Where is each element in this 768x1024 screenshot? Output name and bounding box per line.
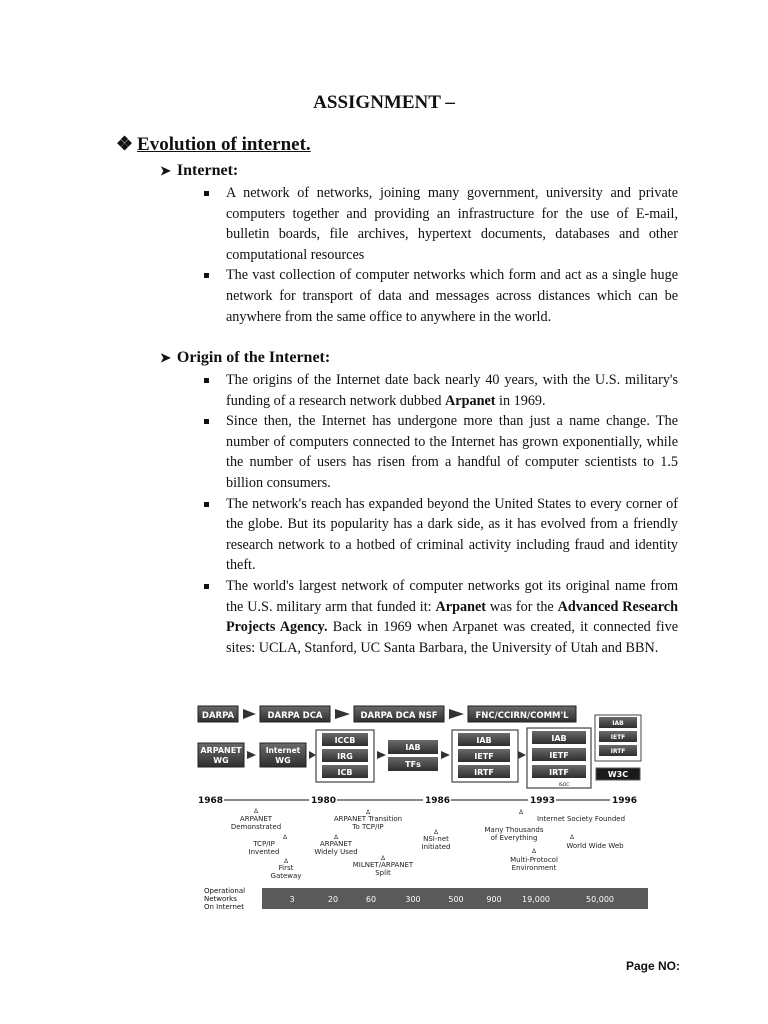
internet-history-diagram [196,700,648,915]
svg-text:TCP/IP: TCP/IP [253,840,275,848]
timeline-events [231,808,625,880]
svg-text:ICCB: ICCB [334,736,356,745]
list-item: The origins of the Internet date back nearly 40 years, with the U.S. military's funding of a research network dubbed Arpanet in 1969. [200,370,678,411]
svg-text:Δ: Δ [569,834,575,841]
svg-text:WG: WG [275,756,291,765]
list-item: The vast collection of computer networks which form and act as a single huge network for transport of data and messages across distances which can be anywhere from the same office to anywhere in the world. [200,265,678,327]
svg-text:Multi-Protocol: Multi-Protocol [510,856,558,864]
svg-text:IRG: IRG [337,752,353,761]
svg-text:Gateway: Gateway [270,872,302,880]
svg-text:ARPANET: ARPANET [319,840,353,848]
svg-text:ARPANET: ARPANET [200,746,242,755]
ops-value: 300 [405,895,421,904]
svg-text:Δ: Δ [283,858,289,865]
square-bullet-icon [204,191,209,196]
svg-text:Δ: Δ [365,809,371,816]
timeline [198,796,637,806]
svg-text:ISOC: ISOC [558,783,570,788]
ops-value: 19,000 [522,895,550,904]
svg-text:Δ: Δ [433,829,439,836]
svg-text:Δ: Δ [380,855,386,862]
origin-heading [160,349,330,367]
svg-text:Many Thousands: Many Thousands [484,826,544,834]
svg-text:IRTF: IRTF [610,748,626,755]
svg-text:Operational: Operational [204,887,246,895]
page-number-label: Page NO: [626,959,681,973]
svg-text:Internet: Internet [265,746,301,755]
fnc-label: FNC/CCIRN/COMM'L [475,711,569,721]
square-bullet-icon [204,378,209,383]
svg-text:Split: Split [375,869,391,877]
svg-text:ARPANET Transition: ARPANET Transition [333,815,403,823]
svg-text:Environment: Environment [511,864,557,872]
arrow-bullet-icon: ➤ [160,350,171,365]
diamond-bullet-icon: ❖ [116,134,134,155]
square-bullet-icon [204,584,209,589]
svg-text:IAB: IAB [476,736,492,745]
svg-text:WG: WG [213,756,229,765]
operational-networks-row [204,887,648,911]
svg-text:TFs: TFs [405,760,421,769]
arrow-bullet-icon: ➤ [160,163,171,178]
svg-text:First: First [278,864,294,872]
svg-text:On Internet: On Internet [204,903,244,911]
svg-text:NSI-net: NSI-net [423,835,449,843]
svg-text:Δ: Δ [518,809,524,816]
svg-text:W3C: W3C [607,770,629,779]
svg-text:Δ: Δ [531,848,537,855]
svg-text:Networks: Networks [204,895,237,903]
svg-text:IRTF: IRTF [474,768,494,777]
svg-text:IAB: IAB [551,734,567,743]
list-item: The world's largest network of computer networks got its original name from the U.S. military arm that funded it: Arpanet was for the Advanced Research Projects Agency. Back in 1969 when Arpanet was created, it connected five sites: UCLA, Stanford, UC Santa Barbara, the University of Utah and BBN. [200,576,678,658]
square-bullet-icon [204,419,209,424]
svg-text:IAB: IAB [405,743,421,752]
darpa-dca-nsf-label: DARPA DCA NSF [360,711,438,721]
svg-text:Widely Used: Widely Used [314,848,358,856]
svg-text:Demonstrated: Demonstrated [230,823,282,831]
darpa-label: DARPA [201,711,235,721]
origin-bullet-list [200,370,678,658]
svg-text:IRTF: IRTF [549,768,569,777]
internet-heading [160,162,238,180]
ops-value: 50,000 [586,895,614,904]
ops-value: 60 [365,895,377,904]
svg-text:Initiated: Initiated [421,843,451,851]
svg-text:ICB: ICB [337,768,353,777]
darpa-dca-label: DARPA DCA [267,711,323,721]
origin-heading-text: Origin of the Internet: [176,349,331,366]
year-label: 1993 [530,796,556,806]
org-row [198,715,641,788]
square-bullet-icon [204,273,209,278]
internet-bullet-list [200,183,678,327]
page-title: ASSIGNMENT – [313,92,455,113]
svg-text:World Wide Web: World Wide Web [566,842,624,850]
svg-text:MILNET/ARPANET: MILNET/ARPANET [352,861,414,869]
year-label: 1986 [425,796,451,806]
svg-text:IETF: IETF [610,734,626,741]
ops-value: 3 [289,895,295,904]
ops-value: 900 [486,895,502,904]
section-heading [116,133,311,156]
list-item: The network's reach has expanded beyond the United States to every corner of the globe. But its popularity has a dark side, as it has evolved from a friendly research network to a hotbed of criminal activity including fraud and identity theft. [200,494,678,576]
svg-text:IAB: IAB [612,720,624,727]
ops-value: 500 [448,895,464,904]
top-row [198,706,576,722]
svg-text:ARPANET: ARPANET [239,815,273,823]
internet-heading-text: Internet: [176,162,239,179]
list-item: Since then, the Internet has undergone more than just a name change. The number of computers connected to the Internet has grown exponentially, while the number of users has risen from a handful of computer scientists to 1.5 billion consumers. [200,411,678,493]
year-label: 1980 [311,796,337,806]
list-item: A network of networks, joining many government, university and private computers together and providing an infrastructure for the use of E-mail, bulletin boards, file archives, hypertext documents, databases and other computational resources [200,183,678,265]
svg-text:To TCP/IP: To TCP/IP [352,823,384,831]
svg-text:Δ: Δ [282,834,288,841]
svg-text:Invented: Invented [248,848,280,856]
svg-text:IETF: IETF [474,752,494,761]
section-heading-text: Evolution of internet. [137,134,311,155]
ops-value: 20 [327,895,339,904]
square-bullet-icon [204,502,209,507]
svg-text:Δ: Δ [253,808,259,815]
year-label: 1968 [198,796,224,806]
year-label: 1996 [612,796,638,806]
svg-text:IETF: IETF [549,751,569,760]
svg-text:Δ: Δ [333,834,339,841]
svg-text:of Everything: of Everything [490,834,538,842]
svg-text:Internet Society Founded: Internet Society Founded [536,815,626,823]
